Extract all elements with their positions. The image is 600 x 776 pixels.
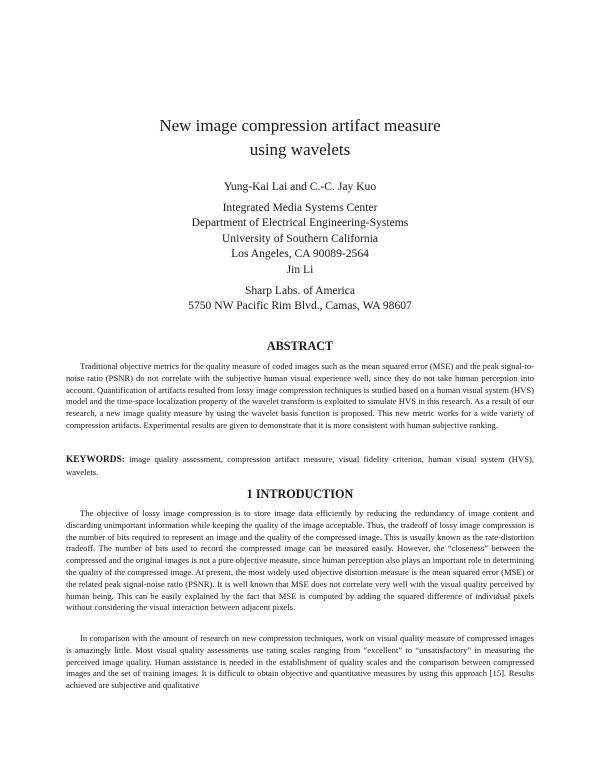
authors-primary: Yung-Kai Lai and C.-C. Jay Kuo xyxy=(223,180,377,193)
affiliation-line: Los Angeles, CA 90089-2564 xyxy=(231,246,369,260)
author-block-1 xyxy=(0,179,600,261)
intro-paragraph-1 xyxy=(66,508,534,614)
author-block-2 xyxy=(0,262,600,314)
keywords-label: KEYWORDS: xyxy=(66,455,125,465)
title-line-2: using wavelets xyxy=(249,140,351,159)
affiliation-line: Sharp Labs. of America xyxy=(244,284,356,298)
affiliation-line: Department of Electrical Engineering-Systems xyxy=(191,216,409,230)
intro-body-1: The objective of lossy image compression is to store image data efficiently by reducing the redundancy of image content and discarding unimportant information while keeping the quality of the image acceptable. Thus, the tradeoff of lossy image compression is the number of bits required to represent an image and the quality of the compressed image. This is usually known as the rate-distortion tradeoff. The number of bits used to record the compressed image can be measured easily. However, the “closeness” between the compressed and the original images is not a pure objective measure, since human perception also plays an important role in determining the quality of the compressed image. At present, the most widely used objective distortion measure is the mean squared error (MSE) or the related peak signal-noise ratio (PSNR). It is well known that MSE does not correlate very well with the visual quality perceived by human being. This can be easily explained by the fact that MSE is computed by adding the squared difference of individual pixels without considering the visual interaction between adjacent pixels. xyxy=(66,508,534,613)
abstract-body: Traditional objective metrics for the quality measure of coded images such as the mean squared error (MSE) and the peak signal-to-noise ratio (PSNR) do not correlate with the subjective human visual experience well, since they do not take human perception into account. Quantification of artifacts resulted from lossy image compression techniques is studied based on a human visual system (HVS) model and the time-space localization property of the wavelet transform is exploited to simulate HVS in this research. As a result of our research, a new image quality measure by using the wavelet basis function is proposed. This new metric works for a wide variety of compression artifacts. Experimental results are given to demonstrate that it is more consistent with human subjective ranking. xyxy=(66,361,535,430)
intro-body-2: In comparison with the amount of research on new compression techniques, work on visual quality measure of compressed images is amazingly little. Most visual quality assessments use rating scales ranging from “excellent” to “unsatisfactory” in measuring the perceived image quality. Human assistance is needed in the establishment of quality scales and the comparison between compressed images and the set of training images. It is difficult to obtain objective and quantitative measures by using this approach [15]. Results achieved are subjective and qualitative xyxy=(66,633,534,691)
authors-secondary: Jin Li xyxy=(286,263,314,276)
paper-title xyxy=(0,114,600,162)
keywords-text: image quality assessment, compression artifact measure, visual fidelity criterion, human visual system (HVS), wavelets. xyxy=(66,454,534,477)
intro-paragraph-2 xyxy=(66,633,534,692)
affiliation-line: University of Southern California xyxy=(221,231,379,245)
abstract-text xyxy=(66,361,534,432)
affiliation-line: Integrated Media Systems Center xyxy=(222,201,378,215)
abstract-heading: ABSTRACT xyxy=(266,339,334,353)
title-line-1: New image compression artifact measure xyxy=(159,116,441,135)
affiliation-line: 5750 NW Pacific Rim Blvd., Camas, WA 98607 xyxy=(188,299,412,313)
keywords xyxy=(66,454,534,479)
section-heading-introduction: 1 INTRODUCTION xyxy=(246,487,354,501)
